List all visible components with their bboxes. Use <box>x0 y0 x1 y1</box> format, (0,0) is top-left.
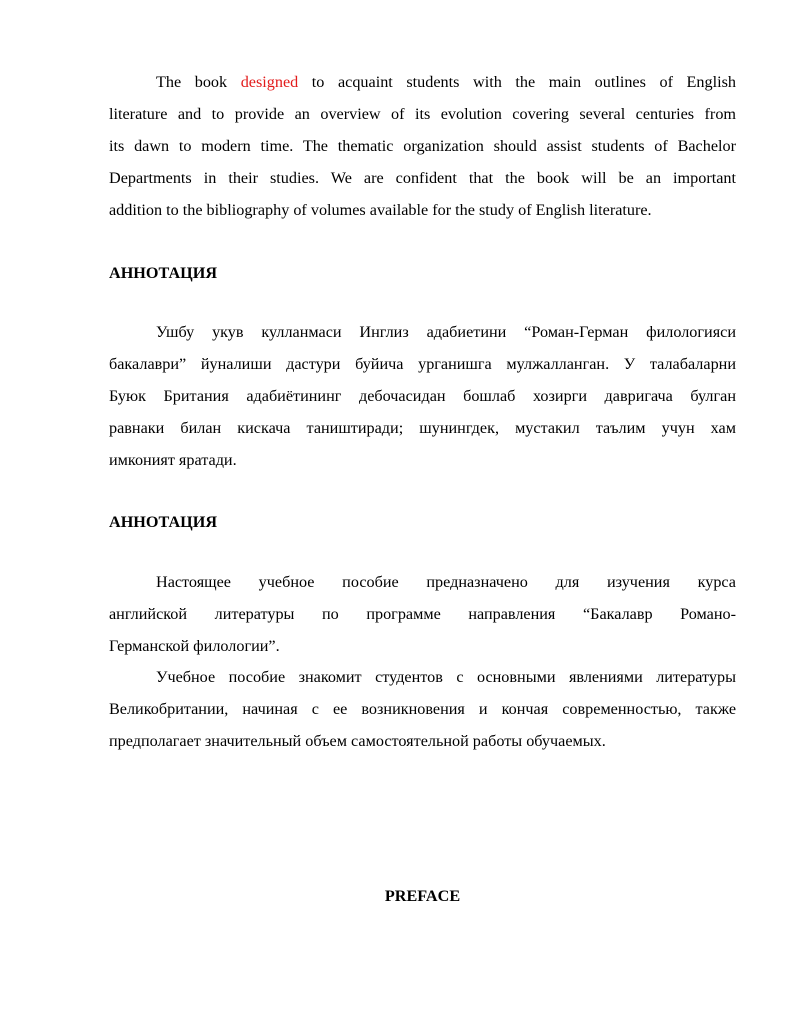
russian-annotation-heading: АННОТАЦИЯ <box>109 513 218 531</box>
russian-paragraph-2 <box>109 662 736 758</box>
paragraph-line: предполагает значительный объем самостоятельной работы обучаемых. <box>109 731 606 750</box>
preface-heading: PREFACE <box>384 887 461 905</box>
russian-paragraph-1 <box>109 567 736 663</box>
paragraph-line: равнаки билан кискача таништиради; шунингдек, мустакил таълим учун хам <box>109 418 736 437</box>
paragraph-line: Departments in their studies. We are confident that the book will be an important <box>109 168 736 187</box>
paragraph-line: Великобритании, начиная с ее возникновения и кончая современностью, также <box>109 699 736 718</box>
paragraph-line: Учебное пособие знакомит студентов с основными явлениями литературы <box>156 668 736 686</box>
paragraph-line: literature and to provide an overview of its evolution covering several centuries from <box>109 104 736 123</box>
paragraph-line <box>109 67 736 99</box>
english-paragraph <box>109 67 736 226</box>
text-run: to acquaint students with the main outlines of English <box>298 73 736 91</box>
paragraph-line: addition to the bibliography of volumes available for the study of English literature. <box>109 200 652 219</box>
paragraph-line: Буюк Британия адабиётининг дебочасидан бошлаб хозирги давригача булган <box>109 386 736 405</box>
paragraph-line: Ушбу укув кулланмаси Инглиз адабиетини “Роман-Герман филологияси <box>156 323 736 341</box>
uzbek-paragraph <box>109 317 736 476</box>
paragraph-line: имконият яратади. <box>109 450 237 469</box>
paragraph-line: Настоящее учебное пособие предназначено для изучения курса <box>156 573 736 591</box>
uzbek-annotation-heading: АННОТАЦИЯ <box>109 264 218 282</box>
paragraph-line: its dawn to modern time. The thematic organization should assist students of Bachelor <box>109 136 736 155</box>
paragraph-line: Германской филологии”. <box>109 636 280 655</box>
paragraph-line: бакалаври” йуналиши дастури буйича урганишга мулжалланган. У талабаларни <box>109 354 736 373</box>
paragraph-line: английской литературы по программе направления “Бакалавр Романо- <box>109 604 736 623</box>
highlighted-word: designed <box>240 73 299 91</box>
text-run: The book <box>156 73 241 91</box>
